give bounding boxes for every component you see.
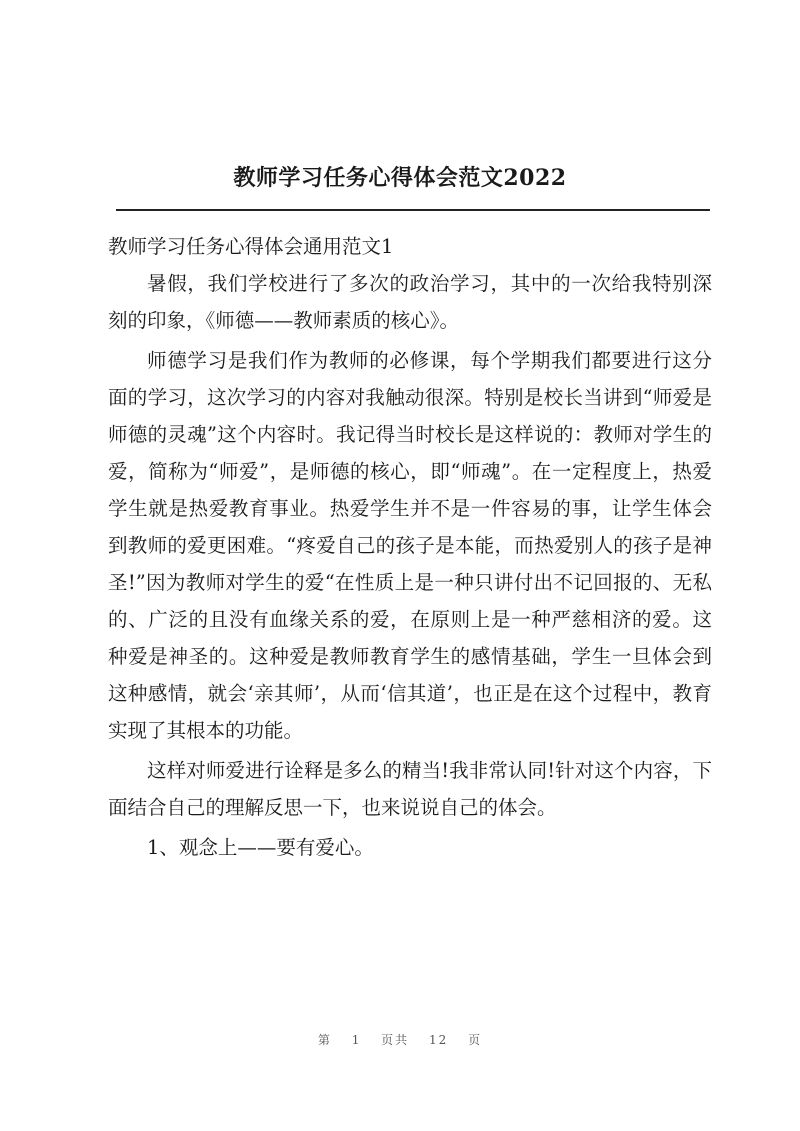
- section-heading: 教师学习任务心得体会通用范文1: [108, 235, 394, 258]
- footer-page-number: 1: [351, 1033, 362, 1047]
- paragraph-4: 1、观念上——要有爱心。: [147, 836, 374, 859]
- footer-middle: 页共: [381, 1033, 410, 1047]
- paragraph-3: 这样对师爱进行诠释是多么的精当!我非常认同!针对这个内容，下面结合自己的理解反思一下，也来说说自己的体会。: [108, 759, 712, 819]
- footer-suffix: 页: [468, 1033, 483, 1047]
- footer-total-pages: 12: [429, 1033, 449, 1047]
- footer-prefix: 第: [317, 1033, 332, 1047]
- document-body: [108, 228, 712, 866]
- paragraph-1: 暑假，我们学校进行了多次的政治学习，其中的一次给我特别深刻的印象，《师德——教师素质的核心》。: [108, 272, 712, 332]
- document-title: 教师学习任务心得体会范文2022: [233, 165, 567, 191]
- page-footer: [0, 1031, 800, 1048]
- title-divider: [116, 209, 710, 211]
- paragraph-2: 师德学习是我们作为教师的必修课，每个学期我们都要进行这分面的学习，这次学习的内容对我触动很深。特别是校长当讲到“师爱是师德的灵魂”这个内容时。我记得当时校长是这样说的：教师对学生的爱，简称为“师爱”，是师德的核心，即“师魂”。在一定程度上，热爱学生就是热爱教育事业。热爱学生并不是一件容易的事，让学生体会到教师的爱更困难。“疼爱自己的孩子是本能，而热爱别人的孩子是神圣!”因为教师对学生的爱“在性质上是一种只讲付出不记回报的、无私的、广泛的且没有血缘关系的爱，在原则上是一种严慈相济的爱。这种爱是神圣的。这种爱是教师教育学生的感情基础，学生一旦体会到这种感情，就会‘亲其师’，从而‘信其道’，也正是在这个过程中，教育实现了其根本的功能。: [108, 349, 712, 742]
